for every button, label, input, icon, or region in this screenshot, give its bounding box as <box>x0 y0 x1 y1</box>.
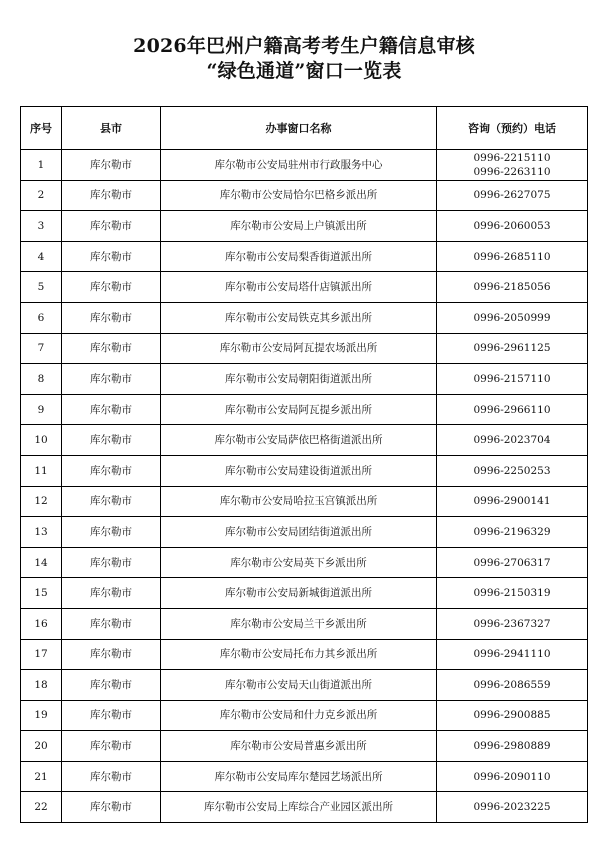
phone-number: 0996-2090110 <box>473 770 551 783</box>
row-county: 库尔勒市 <box>62 731 161 762</box>
phone-number: 0996-2941110 <box>473 648 551 661</box>
row-phone <box>437 180 588 211</box>
row-index: 16 <box>21 608 62 639</box>
row-phone <box>437 302 588 333</box>
table-row <box>21 211 588 242</box>
row-window-name: 库尔勒市公安局朝阳街道派出所 <box>161 364 437 395</box>
table-row <box>21 578 588 609</box>
row-phone <box>437 486 588 517</box>
row-index: 4 <box>21 241 62 272</box>
row-index: 15 <box>21 578 62 609</box>
row-county: 库尔勒市 <box>62 150 161 181</box>
phone-number: 0996-2050999 <box>473 311 551 324</box>
row-phone <box>437 272 588 303</box>
row-county: 库尔勒市 <box>62 302 161 333</box>
row-county: 库尔勒市 <box>62 364 161 395</box>
row-index: 21 <box>21 761 62 792</box>
row-index: 17 <box>21 639 62 670</box>
table-row <box>21 761 588 792</box>
row-phone <box>437 364 588 395</box>
row-index: 19 <box>21 700 62 731</box>
table-header-row <box>21 107 588 150</box>
table-row <box>21 486 588 517</box>
row-county: 库尔勒市 <box>62 486 161 517</box>
row-phone <box>437 211 588 242</box>
table-row <box>21 302 588 333</box>
row-index: 18 <box>21 670 62 701</box>
table-row <box>21 394 588 425</box>
table-row <box>21 608 588 639</box>
row-window-name: 库尔勒市公安局梨香街道派出所 <box>161 241 437 272</box>
row-window-name: 库尔勒市公安局铁克其乡派出所 <box>161 302 437 333</box>
table-row <box>21 547 588 578</box>
row-phone <box>437 700 588 731</box>
header-index: 序号 <box>21 107 62 150</box>
row-index: 13 <box>21 517 62 548</box>
row-county: 库尔勒市 <box>62 272 161 303</box>
row-window-name: 库尔勒市公安局阿瓦提乡派出所 <box>161 394 437 425</box>
row-phone <box>437 578 588 609</box>
row-county: 库尔勒市 <box>62 639 161 670</box>
row-phone <box>437 517 588 548</box>
row-phone <box>437 547 588 578</box>
row-window-name: 库尔勒市公安局普惠乡派出所 <box>161 731 437 762</box>
table-row <box>21 180 588 211</box>
row-phone <box>437 333 588 364</box>
row-index: 20 <box>21 731 62 762</box>
row-county: 库尔勒市 <box>62 517 161 548</box>
row-window-name: 库尔勒市公安局兰干乡派出所 <box>161 608 437 639</box>
phone-number: 0996-2263110 <box>473 165 551 178</box>
row-index: 8 <box>21 364 62 395</box>
row-county: 库尔勒市 <box>62 180 161 211</box>
document-title <box>0 34 608 84</box>
row-window-name: 库尔勒市公安局建设街道派出所 <box>161 455 437 486</box>
title-line-1: 2026年巴州户籍高考考生户籍信息审核 <box>133 35 475 57</box>
row-window-name: 库尔勒市公安局和什力克乡派出所 <box>161 700 437 731</box>
row-county: 库尔勒市 <box>62 455 161 486</box>
row-county: 库尔勒市 <box>62 578 161 609</box>
row-window-name: 库尔勒市公安局阿瓦提农场派出所 <box>161 333 437 364</box>
table-row <box>21 792 588 823</box>
table-row <box>21 700 588 731</box>
row-county: 库尔勒市 <box>62 425 161 456</box>
row-county: 库尔勒市 <box>62 700 161 731</box>
row-window-name: 库尔勒市公安局天山街道派出所 <box>161 670 437 701</box>
row-index: 7 <box>21 333 62 364</box>
phone-number: 0996-2627075 <box>473 189 551 202</box>
row-window-name: 库尔勒市公安局驻州市行政服务中心 <box>161 150 437 181</box>
row-index: 3 <box>21 211 62 242</box>
row-index: 12 <box>21 486 62 517</box>
phone-number: 0996-2060053 <box>473 219 551 232</box>
phone-number: 0996-2685110 <box>473 250 551 263</box>
table-row <box>21 455 588 486</box>
table-row <box>21 364 588 395</box>
phone-number: 0996-2980889 <box>473 740 551 753</box>
row-window-name: 库尔勒市公安局托布力其乡派出所 <box>161 639 437 670</box>
row-phone <box>437 608 588 639</box>
row-county: 库尔勒市 <box>62 608 161 639</box>
table-row <box>21 272 588 303</box>
phone-number: 0996-2367327 <box>473 617 551 630</box>
row-window-name: 库尔勒市公安局上户镇派出所 <box>161 211 437 242</box>
phone-number: 0996-2250253 <box>473 464 551 477</box>
header-phone: 咨询（预约）电话 <box>437 107 588 150</box>
row-county: 库尔勒市 <box>62 547 161 578</box>
row-window-name: 库尔勒市公安局上库综合产业园区派出所 <box>161 792 437 823</box>
row-phone <box>437 731 588 762</box>
row-county: 库尔勒市 <box>62 792 161 823</box>
phone-number: 0996-2185056 <box>473 281 551 294</box>
window-list-table <box>20 106 588 823</box>
phone-number: 0996-2023225 <box>473 801 551 814</box>
row-window-name: 库尔勒市公安局塔什店镇派出所 <box>161 272 437 303</box>
row-county: 库尔勒市 <box>62 670 161 701</box>
phone-number: 0996-2023704 <box>473 434 551 447</box>
row-index: 1 <box>21 150 62 181</box>
row-index: 11 <box>21 455 62 486</box>
row-index: 10 <box>21 425 62 456</box>
table-row <box>21 150 588 181</box>
phone-number: 0996-2706317 <box>473 556 551 569</box>
table-row <box>21 333 588 364</box>
table-body <box>21 150 588 823</box>
table-row <box>21 241 588 272</box>
row-window-name: 库尔勒市公安局哈拉玉宫镇派出所 <box>161 486 437 517</box>
phone-number: 0996-2961125 <box>473 342 551 355</box>
phone-number: 0996-2900141 <box>473 495 551 508</box>
row-phone <box>437 639 588 670</box>
row-county: 库尔勒市 <box>62 333 161 364</box>
row-index: 6 <box>21 302 62 333</box>
phone-number: 0996-2966110 <box>473 403 551 416</box>
row-county: 库尔勒市 <box>62 761 161 792</box>
row-phone <box>437 455 588 486</box>
row-phone <box>437 394 588 425</box>
row-index: 9 <box>21 394 62 425</box>
row-phone <box>437 670 588 701</box>
phone-number: 0996-2157110 <box>473 372 551 385</box>
table-row <box>21 670 588 701</box>
table-row <box>21 639 588 670</box>
table-row <box>21 425 588 456</box>
row-county: 库尔勒市 <box>62 241 161 272</box>
row-index: 14 <box>21 547 62 578</box>
row-index: 5 <box>21 272 62 303</box>
row-phone <box>437 150 588 181</box>
row-phone <box>437 761 588 792</box>
row-window-name: 库尔勒市公安局英下乡派出所 <box>161 547 437 578</box>
row-window-name: 库尔勒市公安局萨依巴格街道派出所 <box>161 425 437 456</box>
header-window-name: 办事窗口名称 <box>161 107 437 150</box>
phone-number: 0996-2086559 <box>473 678 551 691</box>
phone-number: 0996-2196329 <box>473 525 551 538</box>
row-window-name: 库尔勒市公安局库尔楚园艺场派出所 <box>161 761 437 792</box>
row-phone <box>437 792 588 823</box>
table-row <box>21 731 588 762</box>
header-county: 县市 <box>62 107 161 150</box>
row-phone <box>437 425 588 456</box>
row-window-name: 库尔勒市公安局恰尔巴格乡派出所 <box>161 180 437 211</box>
row-window-name: 库尔勒市公安局新城街道派出所 <box>161 578 437 609</box>
phone-number: 0996-2215110 <box>473 151 551 164</box>
row-index: 22 <box>21 792 62 823</box>
row-window-name: 库尔勒市公安局团结街道派出所 <box>161 517 437 548</box>
table-row <box>21 517 588 548</box>
title-line-2: “绿色通道”窗口一览表 <box>206 60 402 82</box>
row-index: 2 <box>21 180 62 211</box>
row-phone <box>437 241 588 272</box>
row-county: 库尔勒市 <box>62 394 161 425</box>
phone-number: 0996-2900885 <box>473 709 551 722</box>
row-county: 库尔勒市 <box>62 211 161 242</box>
phone-number: 0996-2150319 <box>473 587 551 600</box>
